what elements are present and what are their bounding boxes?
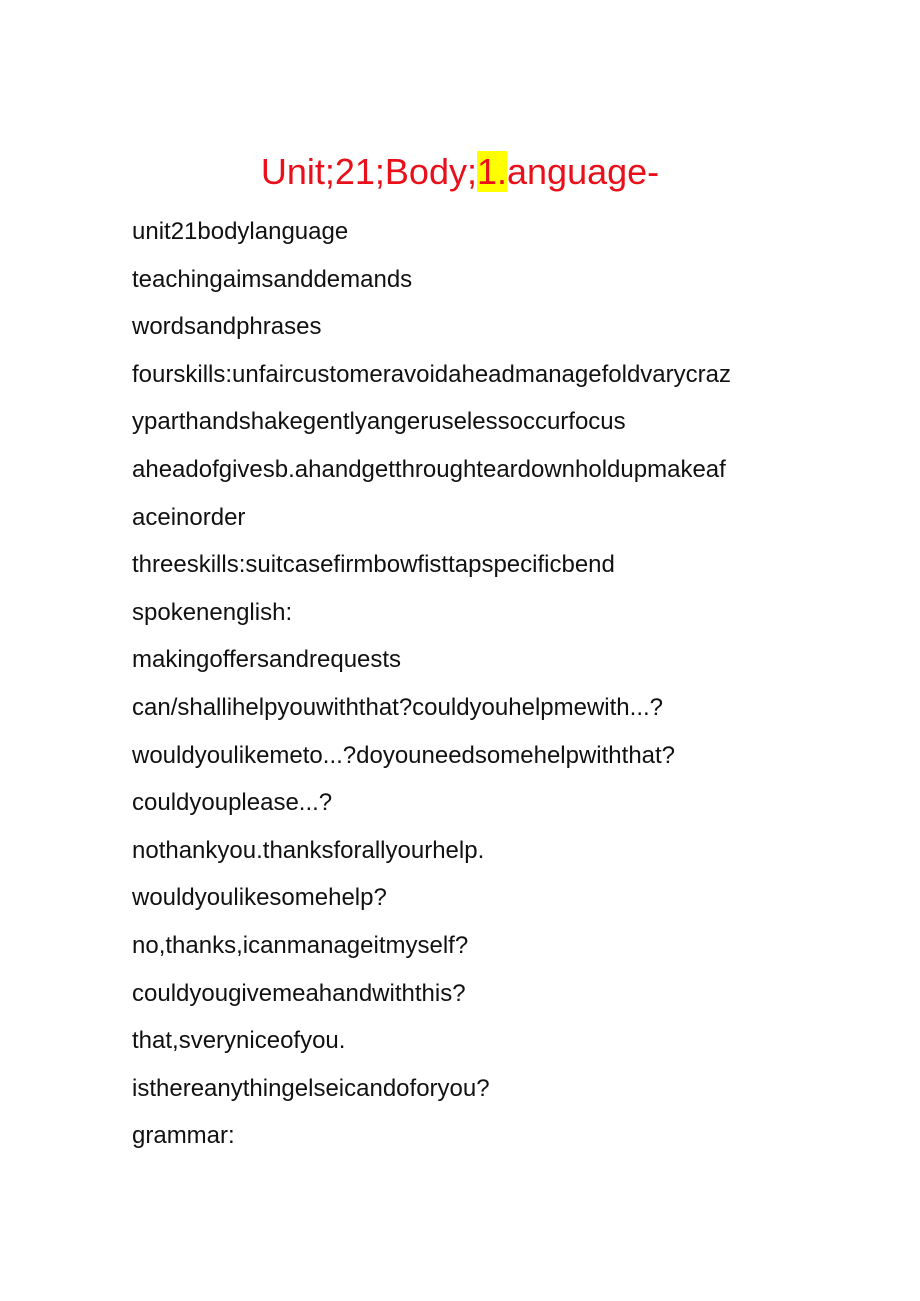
text-line: yparthandshakegentlyangeruselessoccurfocus xyxy=(132,408,626,436)
text-line: aceinorder xyxy=(132,503,246,531)
text-line: couldyougivemeahandwiththis? xyxy=(132,979,466,1007)
text-line: isthereanythingelseicandoforyou? xyxy=(132,1074,490,1102)
text-line: couldyouplease...? xyxy=(132,789,333,817)
title-text-before: Unit;21;Body; xyxy=(260,151,477,192)
text-line: wouldyoulikemeto...?doyouneedsomehelpwiththat? xyxy=(132,741,676,769)
text-line: spokenenglish: xyxy=(132,598,293,626)
text-line: can/shallihelpyouwiththat?couldyouhelpmewith...? xyxy=(132,693,663,721)
document-body xyxy=(132,208,792,1160)
text-line: grammar: xyxy=(132,1122,235,1150)
document-title xyxy=(0,142,920,202)
title-text-after: anguage- xyxy=(507,151,660,192)
text-line: that,sveryniceofyou. xyxy=(132,1027,346,1055)
text-line: nothankyou.thanksforallyourhelp. xyxy=(132,836,485,864)
text-line: fourskills:unfaircustomeravoidaheadmanagefoldvarycraz xyxy=(132,360,731,388)
text-line: threeskills:suitcasefirmbowfisttapspecificbend xyxy=(132,551,615,579)
text-line: unit21bodylanguage xyxy=(132,218,349,245)
text-line: teachingaimsanddemands xyxy=(132,265,413,293)
text-line: aheadofgivesb.ahandgetthroughteardownholdupmakeaf xyxy=(132,455,726,483)
text-line: wouldyoulikesomehelp? xyxy=(132,884,387,912)
text-line: makingoffersandrequests xyxy=(132,646,402,674)
title-highlighted-text: 1. xyxy=(476,151,507,192)
text-line: no,thanks,icanmanageitmyself? xyxy=(132,931,469,959)
text-line: wordsandphrases xyxy=(132,313,322,341)
